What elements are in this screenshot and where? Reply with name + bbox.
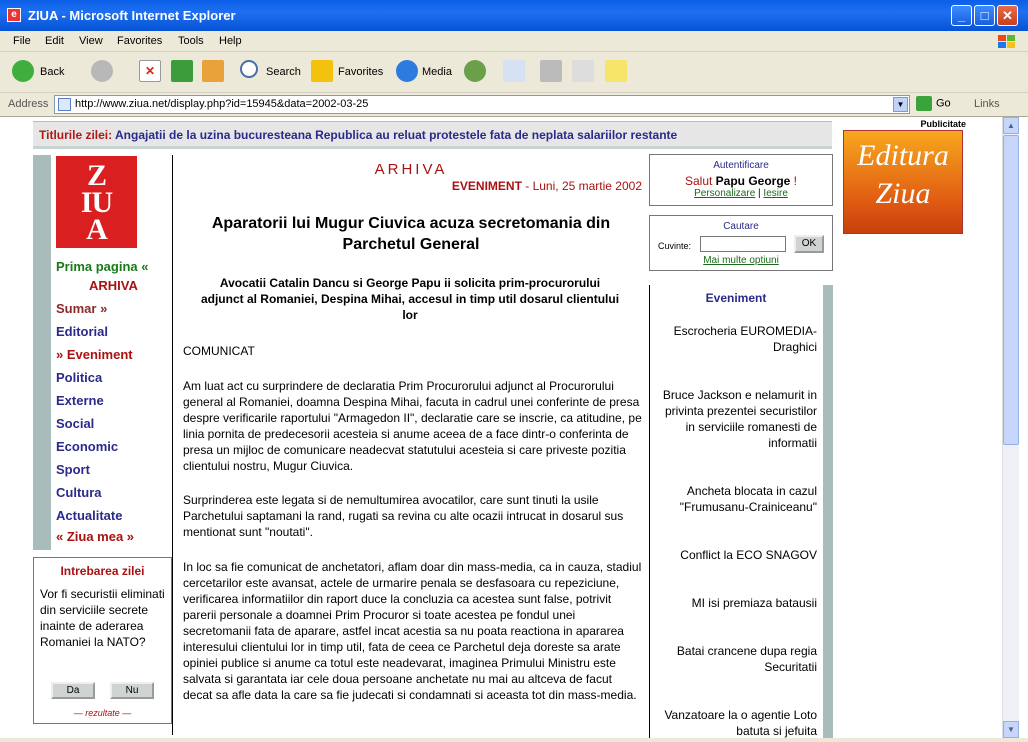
scroll-thumb[interactable] — [1003, 135, 1019, 445]
nav-economic[interactable]: Economic — [56, 439, 119, 454]
poll-title: Intrebarea zilei — [60, 564, 145, 578]
poll-question: Vor fi securistii eliminati din serviciile secrete inainte de aderarea Romaniei la NATO? — [40, 587, 165, 649]
window-titlebar — [0, 0, 1028, 31]
menu-help[interactable]: Help — [219, 35, 242, 47]
nav-sport[interactable]: Sport — [56, 462, 90, 477]
menu-edit[interactable]: Edit — [45, 35, 64, 47]
more-options-link[interactable]: Mai multe optiuni — [703, 255, 779, 266]
nav-arhiva[interactable]: ARHIVA — [89, 278, 138, 293]
article-paragraph: In loc sa fie comunicat de anchetatori, aflam doar din mass-media, ca in cauza, stadiul cercetarilor este avansat, actele de urmarire penala se desfasoara cu repeziciune, verificarea informatiilor din raport duce la concluzia ca acestea sunt false, potrivit parerii personale a doamnei Prim Procuror si toate acestea pe fondul unei secretomanii fata de aparare, astfel incat acestia sa nu poata reactiona in apararea interesului clientului lor in timp util, fata de ceea ce Parchetul deja doreste sa arate opiniei publice si anume ca totul este neadevarat, imaginea Primului Ministru este salvata si garantata iar cele doua persoane anchetate nu mai au altceva de facut decat sa afle data la care sa fie judecati si condamnati si aceasta tot din mass-media. — [183, 560, 642, 702]
messenger-note-icon[interactable] — [605, 60, 627, 82]
personalize-link[interactable]: Personalizare — [694, 188, 756, 199]
auth-greeting — [650, 174, 832, 188]
vote-no-button[interactable]: Nu — [110, 682, 154, 699]
ticker-headline[interactable]: Angajatii de la uzina bucuresteana Republica au reluat protestele fata de neplata salariilor restante — [115, 128, 678, 142]
left-stripe — [33, 155, 51, 550]
menu-bar — [0, 31, 1028, 52]
related-item[interactable]: Vanzatoare la o agentie Loto batuta si jefuita — [664, 708, 817, 738]
chevron-down-icon[interactable]: ▼ — [893, 97, 908, 112]
related-item[interactable]: Ancheta blocata in cazul "Frumusanu-Crainiceanu" — [679, 484, 817, 514]
news-ticker — [33, 121, 832, 149]
article-category: EVENIMENT — [451, 179, 522, 193]
nav-externe[interactable]: Externe — [56, 393, 104, 408]
related-item[interactable]: Conflict la ECO SNAGOV — [680, 548, 817, 562]
article-dateline — [180, 179, 642, 193]
user-name: Papu George — [715, 174, 791, 188]
auth-title: Autentificare — [713, 160, 769, 171]
nav-sumar[interactable]: Sumar » — [56, 301, 108, 316]
greeting-text: Salut — [684, 174, 716, 188]
status-bar — [0, 738, 1028, 742]
mail-icon[interactable] — [503, 60, 525, 82]
search-icon[interactable] — [240, 60, 258, 78]
scroll-down-icon[interactable]: ▼ — [1003, 721, 1019, 738]
related-title: Eveniment — [705, 291, 767, 305]
related-item[interactable]: Bruce Jackson e nelamurit in privinta prezentei securistilor in serviciile romanesti de informatii — [662, 388, 817, 450]
article-headline: Aparatorii lui Mugur Ciuvica acuza secretomania din Parchetul General — [211, 215, 611, 253]
favorites-button[interactable]: Favorites — [338, 66, 384, 78]
forward-arrow-icon[interactable] — [91, 60, 113, 82]
ad-line2: Ziua — [875, 177, 931, 210]
address-label: Address — [8, 98, 49, 110]
scroll-up-icon[interactable]: ▲ — [1003, 117, 1019, 134]
auth-box — [649, 154, 833, 206]
vertical-scrollbar[interactable] — [1002, 117, 1019, 738]
back-arrow-icon[interactable] — [12, 60, 34, 82]
edit-icon[interactable] — [572, 60, 594, 82]
search-box — [649, 215, 833, 271]
poll-box — [33, 557, 172, 724]
ie-app-icon: e — [7, 8, 21, 22]
ad-label: Publicitate — [920, 119, 966, 129]
section-header: ARHIVA — [374, 161, 448, 178]
nav-social[interactable]: Social — [56, 416, 95, 431]
nav-prima-pagina[interactable]: Prima pagina « — [56, 259, 149, 274]
nav-editorial[interactable]: Editorial — [56, 324, 109, 339]
nav-actualitate[interactable]: Actualitate — [56, 508, 123, 523]
address-bar — [0, 93, 1028, 117]
menu-favorites[interactable]: Favorites — [117, 35, 163, 47]
close-button[interactable]: ✕ — [997, 5, 1018, 26]
address-input[interactable] — [54, 95, 910, 114]
address-url: http://www.ziua.net/display.php?id=15945&data=2002-03-25 — [75, 98, 369, 110]
nav-ziua-mea[interactable]: « Ziua mea » — [56, 529, 135, 544]
page-icon — [58, 98, 71, 111]
editura-ziua-ad[interactable] — [843, 130, 963, 234]
nav-cultura[interactable]: Cultura — [56, 485, 102, 500]
go-label: Go — [936, 97, 951, 110]
search-button[interactable]: Search — [266, 66, 301, 78]
related-item[interactable]: Escrocheria EUROMEDIA-Draghici — [673, 324, 817, 354]
windows-flag-icon — [996, 33, 1018, 51]
media-button[interactable]: Media — [422, 66, 452, 78]
minimize-button[interactable]: _ — [951, 5, 972, 26]
nav-eveniment[interactable]: » Eveniment — [56, 347, 133, 362]
menu-tools[interactable]: Tools — [178, 35, 204, 47]
nav-politica[interactable]: Politica — [56, 370, 103, 385]
vote-yes-button[interactable]: Da — [51, 682, 95, 699]
right-stripe — [823, 285, 833, 738]
stop-icon[interactable]: ✕ — [139, 60, 161, 82]
media-globe-icon[interactable] — [396, 60, 418, 82]
links-button[interactable]: Links — [974, 98, 1000, 110]
window-title: ZIUA - Microsoft Internet Explorer — [28, 8, 236, 23]
history-icon[interactable] — [464, 60, 486, 82]
ziua-logo[interactable]: Z IU A — [56, 156, 137, 248]
page-viewport — [4, 117, 1002, 738]
refresh-icon[interactable] — [171, 60, 193, 82]
link-separator: | — [755, 188, 764, 199]
print-icon[interactable] — [540, 60, 562, 82]
related-item[interactable]: MI isi premiaza batausii — [691, 596, 817, 610]
search-words-label: Cuvinte: — [658, 241, 692, 251]
article-paragraph: COMUNICAT — [183, 344, 255, 358]
greeting-excl: ! — [790, 174, 798, 188]
search-ok-button[interactable]: OK — [794, 235, 824, 253]
related-item[interactable]: Batai crancene dupa regia Securitatii — [676, 644, 817, 674]
favorites-star-icon[interactable] — [311, 60, 333, 82]
back-button[interactable]: Back — [40, 66, 65, 78]
article-date: - Luni, 25 martie 2002 — [521, 179, 642, 193]
go-button[interactable] — [916, 96, 951, 111]
search-title: Cautare — [723, 221, 759, 232]
ad-line1: Editura — [857, 139, 949, 172]
related-news-column — [649, 285, 823, 738]
go-arrow-icon — [916, 96, 932, 111]
article-paragraph: Surprinderea este legata si de nemultumirea avocatilor, care sunt tinuti la usile Parchetului saptamani la rand, rugati sa revina cu alte ocazii intrucat in dosarul sus mentionat sunt "noutati". — [183, 493, 624, 539]
menu-file[interactable]: File — [13, 35, 31, 47]
ticker-label: Titlurile zilei: — [39, 128, 113, 142]
standard-toolbar — [0, 52, 1028, 93]
maximize-button[interactable]: □ — [974, 5, 995, 26]
article-paragraph: Am luat act cu surprindere de declaratia Prim Procurorului adjunct al Procurorului general al Romaniei, doamna Despina Mihai, facuta in cadrul unei conferinte de presa despre verificarile raportului "Armagedon II", declaratie care se inscrie, ca atitudine, pe linia pornita de predecesorii acesteia si anume aceea de a face dintr-o conferinta de presa un mijloc de comunicare neadecvat statutului acesteia si care priveste pozitia clientului nostru, Mugur Ciuvica. — [183, 379, 642, 473]
menu-view[interactable]: View — [79, 35, 103, 47]
logout-link[interactable]: Iesire — [763, 188, 788, 199]
home-icon[interactable] — [202, 60, 224, 82]
poll-results-link[interactable]: — rezultate — — [73, 708, 132, 718]
article-lead: Avocatii Catalin Dancu si George Papu ii solicita prim-procurorului adjunct al Romaniei, Despina Mihai, accesul in timp util dosarul clientului lor — [200, 276, 620, 322]
column-divider — [172, 155, 173, 735]
search-input[interactable] — [700, 236, 786, 252]
